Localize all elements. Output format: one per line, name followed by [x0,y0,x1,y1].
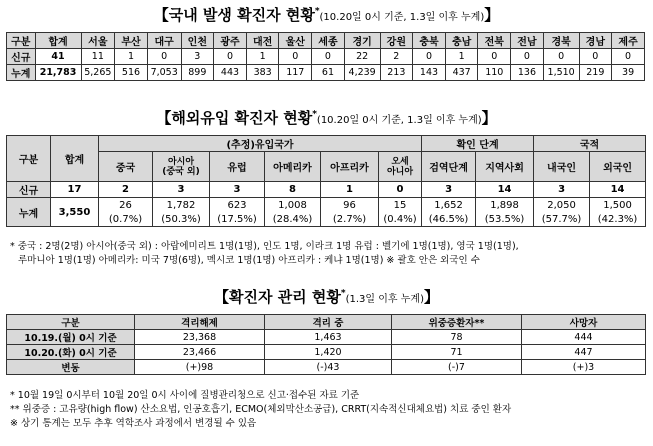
column-header: 충북 [413,33,446,49]
footnotes [10,389,511,431]
table-cell: 219 [579,65,612,81]
table-cell: (46.5%) [422,213,476,227]
table-cell: 136 [511,65,544,81]
table-cell: 1,510 [543,65,579,81]
footnote-line: ※ 상기 통계는 모두 추후 역학조사 과정에서 변경될 수 있음 [10,418,257,429]
table-cell: 0 [511,49,544,65]
section3-title [0,286,653,307]
section3-title-main: 【확진자 관리 현황 [214,288,341,306]
table-cell: 1 [321,182,379,198]
table-cell: 444 [522,330,646,345]
table-cell: 0 [279,49,312,65]
col-stage: 확인 단계 [422,136,534,152]
table-cell: 14 [476,182,534,198]
table-cell: 0 [543,49,579,65]
table-cell: 443 [214,65,247,81]
column-header: 아메리카 [265,152,321,182]
table-cell: 1,782 [153,198,210,213]
column-header: 울산 [279,33,312,49]
col-total: 합계 [51,136,99,182]
column-header: 인천 [181,33,214,49]
column-header: 전남 [511,33,544,49]
row-label: 누계 [7,198,51,227]
row-label: 신규 [7,49,36,65]
table-cell: (50.3%) [153,213,210,227]
table-cell: 61 [312,65,345,81]
section1-title [0,4,653,25]
section3-title-close: 】 [423,288,439,306]
table-cell: 1,652 [422,198,476,213]
column-header: 오세 아니아 [379,152,422,182]
table-cell: 117 [279,65,312,81]
table-header-row [7,315,646,330]
column-header: 광주 [214,33,247,49]
table-cell: 1 [115,49,148,65]
column-header: 서울 [81,33,115,49]
column-header: 충남 [445,33,478,49]
table-cell: 3,550 [51,198,99,227]
column-header: 내국인 [534,152,590,182]
table-cell: (42.3%) [590,213,646,227]
table-cell: (17.5%) [210,213,265,227]
table-cell: (0.7%) [99,213,153,227]
table-subheader-row [7,152,646,182]
table-cell: 71 [392,345,522,360]
table-header-row [7,33,645,49]
imported-cases-table [6,135,646,227]
table-cell: 1,420 [265,345,392,360]
table-cell: 23,466 [135,345,265,360]
row-label: 누계 [7,65,36,81]
table-cell: 5,265 [81,65,115,81]
case-management-table [6,314,646,375]
column-header: 부산 [115,33,148,49]
section2-title-close: 】 [481,109,497,127]
section2-title-sub: (10.20일 0시 기준, 1.3일 이후 누계) [316,115,482,126]
table-row [7,360,646,375]
column-header: 아시아 (중국 외) [153,152,210,182]
table-cell: 437 [445,65,478,81]
table-cell: 4,239 [344,65,380,81]
table-cell: 8 [265,182,321,198]
imported-note-line: * 중국 : 2명(2명) 아시아(중국 외) : 아랍에미리트 1명(1명), 인도 1명, 이라크 1명 유럽 : 벨기에 1명(1명), 영국 1명(1명), [10,241,519,252]
section2-title-main: 【해외유입 확진자 현황 [156,109,313,127]
table-cell: 0 [478,49,511,65]
column-header: 위중증환자** [392,315,522,330]
table-cell: 1,463 [265,330,392,345]
section3-title-sub: (1.3일 이후 누계) [345,294,424,305]
table-cell: 383 [246,65,279,81]
table-cell: 0 [147,49,181,65]
table-cell: 15 [379,198,422,213]
table-row [7,49,645,65]
table-cell: (-)7 [392,360,522,375]
table-cell: 1,898 [476,198,534,213]
table-row [7,198,646,213]
table-cell: 22 [344,49,380,65]
column-header: 구분 [7,315,135,330]
section1-title-sub: (10.20일 0시 기준, 1.3일 이후 누계) [319,12,485,23]
table-row [7,330,646,345]
domestic-cases-table [6,32,645,81]
column-header: 유럽 [210,152,265,182]
row-label: 변동 [7,360,135,375]
column-header: 세종 [312,33,345,49]
imported-notes [10,240,519,268]
table-cell: 1,500 [590,198,646,213]
imported-note-line: 루마니아 1명(1명) 아메리카: 미국 7명(6명), 멕시코 1명(1명) 아프리카 : 케냐 1명(1명) ※ 괄호 안은 외국인 수 [18,255,480,266]
column-header: 대구 [147,33,181,49]
column-header: 사망자 [522,315,646,330]
table-cell: 3 [153,182,210,198]
table-cell: 3 [181,49,214,65]
table-cell: 0 [612,49,645,65]
table-cell: 2,050 [534,198,590,213]
row-label: 신규 [7,182,51,198]
table-cell: 0 [312,49,345,65]
table-row [7,182,646,198]
column-header: 경북 [543,33,579,49]
section2-title-star: * [312,109,317,120]
row-label: 10.20.(화) 0시 기준 [7,345,135,360]
column-header: 격리 중 [265,315,392,330]
table-cell: 2 [380,49,413,65]
section1-title-star: * [314,6,320,17]
column-header: 구분 [7,33,36,49]
column-header: 강원 [380,33,413,49]
table-cell: 143 [413,65,446,81]
table-cell: 3 [422,182,476,198]
column-header: 합계 [35,33,81,49]
table-cell: 3 [534,182,590,198]
column-header: 중국 [99,152,153,182]
table-cell: (2.7%) [321,213,379,227]
column-header: 경남 [579,33,612,49]
table-cell: 447 [522,345,646,360]
table-cell: 899 [181,65,214,81]
column-header: 외국인 [590,152,646,182]
table-cell: 39 [612,65,645,81]
table-cell: (0.4%) [379,213,422,227]
column-header: 대전 [246,33,279,49]
table-cell: 0 [214,49,247,65]
table-cell: 7,053 [147,65,181,81]
column-header: 전북 [478,33,511,49]
table-cell: (-)43 [265,360,392,375]
section2-title [0,107,653,128]
table-cell: 1 [246,49,279,65]
col-gubun: 구분 [7,136,51,182]
table-cell: 96 [321,198,379,213]
column-header: 격리해제 [135,315,265,330]
table-cell: 1 [445,49,478,65]
section3-title-star: * [340,288,346,299]
col-nation: 국적 [534,136,646,152]
table-cell: 14 [590,182,646,198]
column-header: 지역사회 [476,152,534,182]
table-cell: 0 [413,49,446,65]
column-header: 경기 [344,33,380,49]
table-row [7,345,646,360]
table-cell: 26 [99,198,153,213]
table-row [7,213,646,227]
table-cell: 0 [379,182,422,198]
col-region: (추정)유입국가 [99,136,422,152]
table-cell: 23,368 [135,330,265,345]
section1-title-close: 】 [484,6,500,24]
table-cell: 78 [392,330,522,345]
footnote-line: * 10월 19일 0시부터 10월 20일 0시 사이에 질병관리청으로 신고·접수된 자료 기준 [10,390,360,401]
table-cell: 11 [81,49,115,65]
table-cell: (+)98 [135,360,265,375]
column-header: 아프리카 [321,152,379,182]
table-cell: 110 [478,65,511,81]
row-label: 10.19.(월) 0시 기준 [7,330,135,345]
column-header: 검역단계 [422,152,476,182]
table-cell: (28.4%) [265,213,321,227]
table-cell: 213 [380,65,413,81]
table-cell: (53.5%) [476,213,534,227]
table-cell: (57.7%) [534,213,590,227]
table-cell: 2 [99,182,153,198]
table-cell: 623 [210,198,265,213]
table-cell: 21,783 [35,65,81,81]
table-cell: 1,008 [265,198,321,213]
table-row [7,65,645,81]
table-cell: 17 [51,182,99,198]
table-cell: 3 [210,182,265,198]
column-header: 제주 [612,33,645,49]
table-cell: 41 [35,49,81,65]
table-cell: 0 [579,49,612,65]
table-cell: 516 [115,65,148,81]
section1-title-main: 【국내 발생 확진자 현황 [153,6,315,24]
table-cell: (+)3 [522,360,646,375]
footnote-line: ** 위중증 : 고유량(high flow) 산소요법, 인공호흡기, ECMO(체외막산소공급), CRRT(지속적신대체요법) 치료 중인 환자 [10,404,512,415]
